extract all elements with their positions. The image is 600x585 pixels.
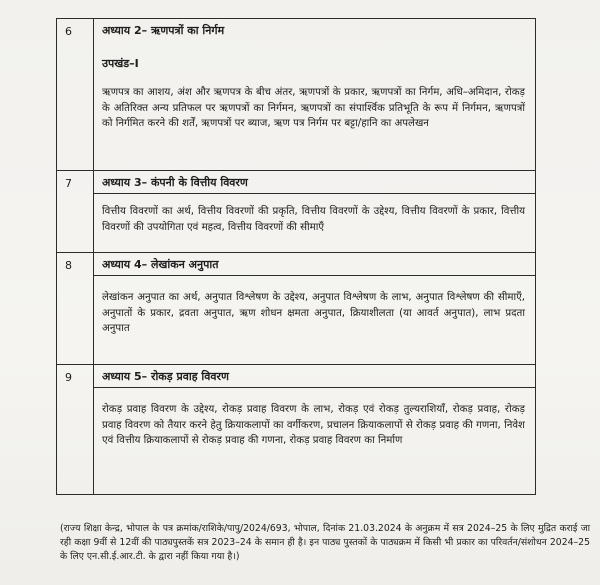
row-number: 8 <box>57 253 94 365</box>
chapter-description: लेखांकन अनुपात का अर्थ, अनुपात विश्लेषण के उद्देश्य, अनुपात विश्लेषण के लाभ, अनुपात विश्लेषण की सीमाएँ, अनुपातों के प्रकार, द्रवता अनुपात, ऋण शोधन क्षमता अनुपात, क्रियाशीलता (या आवर्त अनुपात), लाभ प्रदता अनुपात <box>102 292 525 334</box>
chapter-description: वित्तीय विवरणों का अर्थ, वित्तीय विवरणों की प्रकृति, वित्तीय विवरणों के उद्देश्य, वित्तीय विवरणों के प्रकार, वित्तीय विवरणों की उपयोगिता एवं महत्व, वित्तीय विवरणों की सीमाएँ <box>102 206 525 233</box>
syllabus-table <box>56 18 536 495</box>
chapter-title: अध्याय 5– रोकड़ प्रवाह विवरण <box>102 370 229 383</box>
chapter-title: अध्याय 3– कंपनी के वित्तीय विवरण <box>102 176 248 189</box>
chapter-description: ऋणपत्र का आशय, अंश और ऋणपत्र के बीच अंतर, ऋणपत्रों के प्रकार, ऋणपत्रों का निर्गम, अधि–अमिदान, रोकड़ के अतिरिक्त अन्य प्रतिफल पर ऋणपत्रों का निर्गमन, ऋणपत्रों का संपार्श्विक प्रतिभूति के रूप में निर्गमन, ऋणपत्रों को निर्गमित करने की शर्तें, ऋणपत्रों पर ब्याज, ऋण पत्र निर्गम पर बट्टा/हानि का अपलेखन <box>102 87 525 129</box>
subunit-title: उपखंड–I <box>102 57 139 70</box>
chapter-description: रोकड़ प्रवाह विवरण के उद्देश्य, रोकड़ प्रवाह विवरण के लाभ, रोकड़ एवं रोकड़ तुल्यराशियाँ, रोकड़ प्रवाह, रोकड़ प्रवाह विवरण को तैयार करने हेतु क्रियाकलापों का वर्गीकरण, प्रचालन क्रियाकलापों से रोकड़ प्रवाह की गणना, निवेश एवं वित्तीय क्रियाकलापों से रोकड़ प्रवाह की गणना, रोकड़ प्रवाह विवरण का निर्माण <box>102 404 525 446</box>
row-number: 7 <box>57 171 94 253</box>
footnote: (राज्य शिक्षा केन्द्र, भोपाल के पत्र क्रमांक/राशिके/पापु/2024/693, भोपाल, दिनांक 21.03.2024 के अनुक्रम में सत्र 2024–25 के लिए मुद्रित कराई जा रही कक्षा 9वीं से 12वीं की पाठ्यपुस्तकें सत्र 2023–24 के समान ही है। इन पाठ्य पुस्तकों के पाठ्यक्रम में किसी भी प्रकार का परिवर्तन/संशोधन 2024–25 के लिए एन.सी.ई.आर.टी. के द्वारा नहीं किया गया है।) <box>60 523 590 562</box>
table-row <box>57 253 536 365</box>
table-row <box>57 19 536 171</box>
row-content <box>94 19 536 171</box>
row-content <box>94 365 536 495</box>
table-row <box>57 365 536 495</box>
row-number: 6 <box>57 19 94 171</box>
chapter-title: अध्याय 4– लेखांकन अनुपात <box>102 258 219 271</box>
row-number: 9 <box>57 365 94 495</box>
table-row <box>57 171 536 253</box>
row-content <box>94 253 536 365</box>
row-content <box>94 171 536 253</box>
chapter-title: अध्याय 2– ऋणपत्रों का निर्गम <box>102 24 225 37</box>
